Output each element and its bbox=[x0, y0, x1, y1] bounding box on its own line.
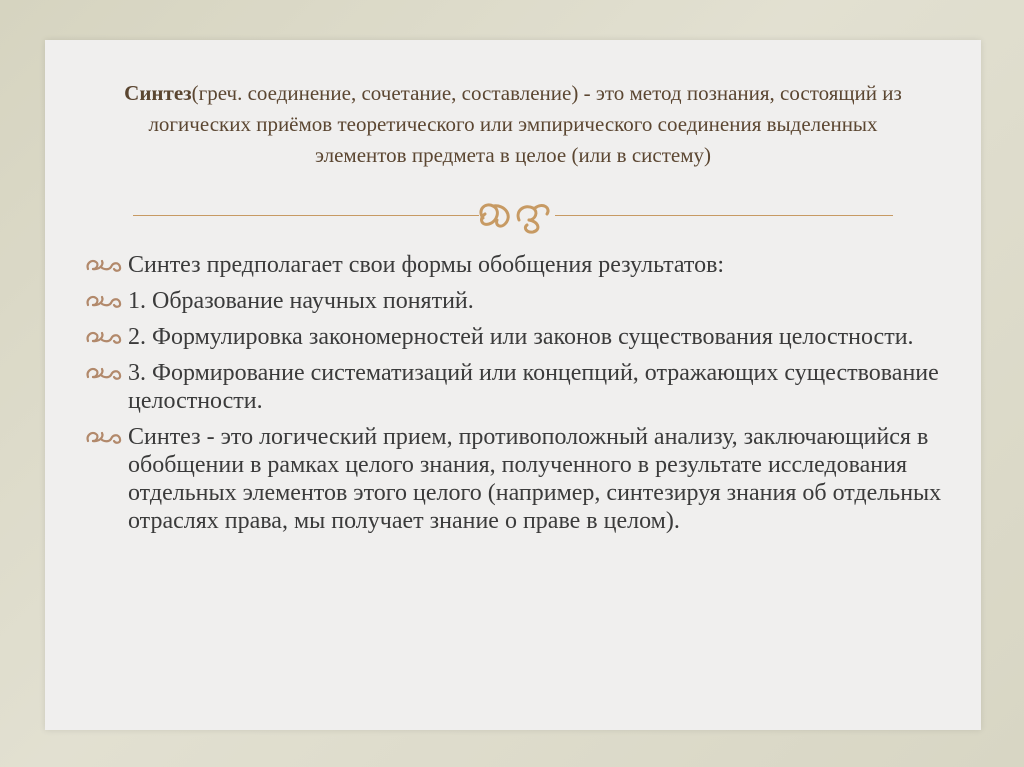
link-ornament-icon bbox=[85, 329, 123, 345]
flourish-ornament-icon bbox=[475, 198, 559, 234]
list-item bbox=[85, 251, 965, 279]
link-ornament-icon bbox=[85, 293, 123, 309]
list-item bbox=[85, 287, 965, 315]
heading-term: Синтез bbox=[124, 81, 192, 105]
list-item bbox=[85, 423, 965, 535]
divider-line-left bbox=[133, 215, 479, 216]
slide-content-panel bbox=[45, 40, 981, 730]
list-item-text: 1. Образование научных понятий. bbox=[128, 288, 474, 314]
list-item bbox=[85, 323, 965, 351]
link-ornament-icon bbox=[85, 365, 123, 381]
list-item bbox=[85, 359, 965, 415]
heading-divider bbox=[133, 198, 893, 234]
bullet-list bbox=[85, 251, 965, 543]
list-item-text: Синтез предполагает свои формы обобщения результатов: bbox=[128, 252, 725, 278]
heading-definition: (греч. соединение, сочетание, составление) - это метод познания, состоящий из логических приёмов теоретического или эмпирического соединения выделенных элементов предмета в целое (или в систему) bbox=[148, 81, 902, 167]
link-ornament-icon bbox=[85, 257, 123, 273]
list-item-text: Синтез - это логический прием, противоположный анализу, заключающийся в обобщении в рамках целого знания, полученного в результате исследования отдельных элементов этого целого (например, синтезируя знания об отдельных отраслях права, мы получает знание о праве в целом). bbox=[128, 424, 942, 534]
link-ornament-icon bbox=[85, 429, 123, 445]
divider-line-right bbox=[555, 215, 893, 216]
list-item-text: 3. Формирование систематизаций или концепций, отражающих существование целостности. bbox=[128, 360, 939, 414]
slide-heading bbox=[105, 78, 921, 171]
list-item-text: 2. Формулировка закономерностей или законов существования целостности. bbox=[128, 324, 914, 350]
